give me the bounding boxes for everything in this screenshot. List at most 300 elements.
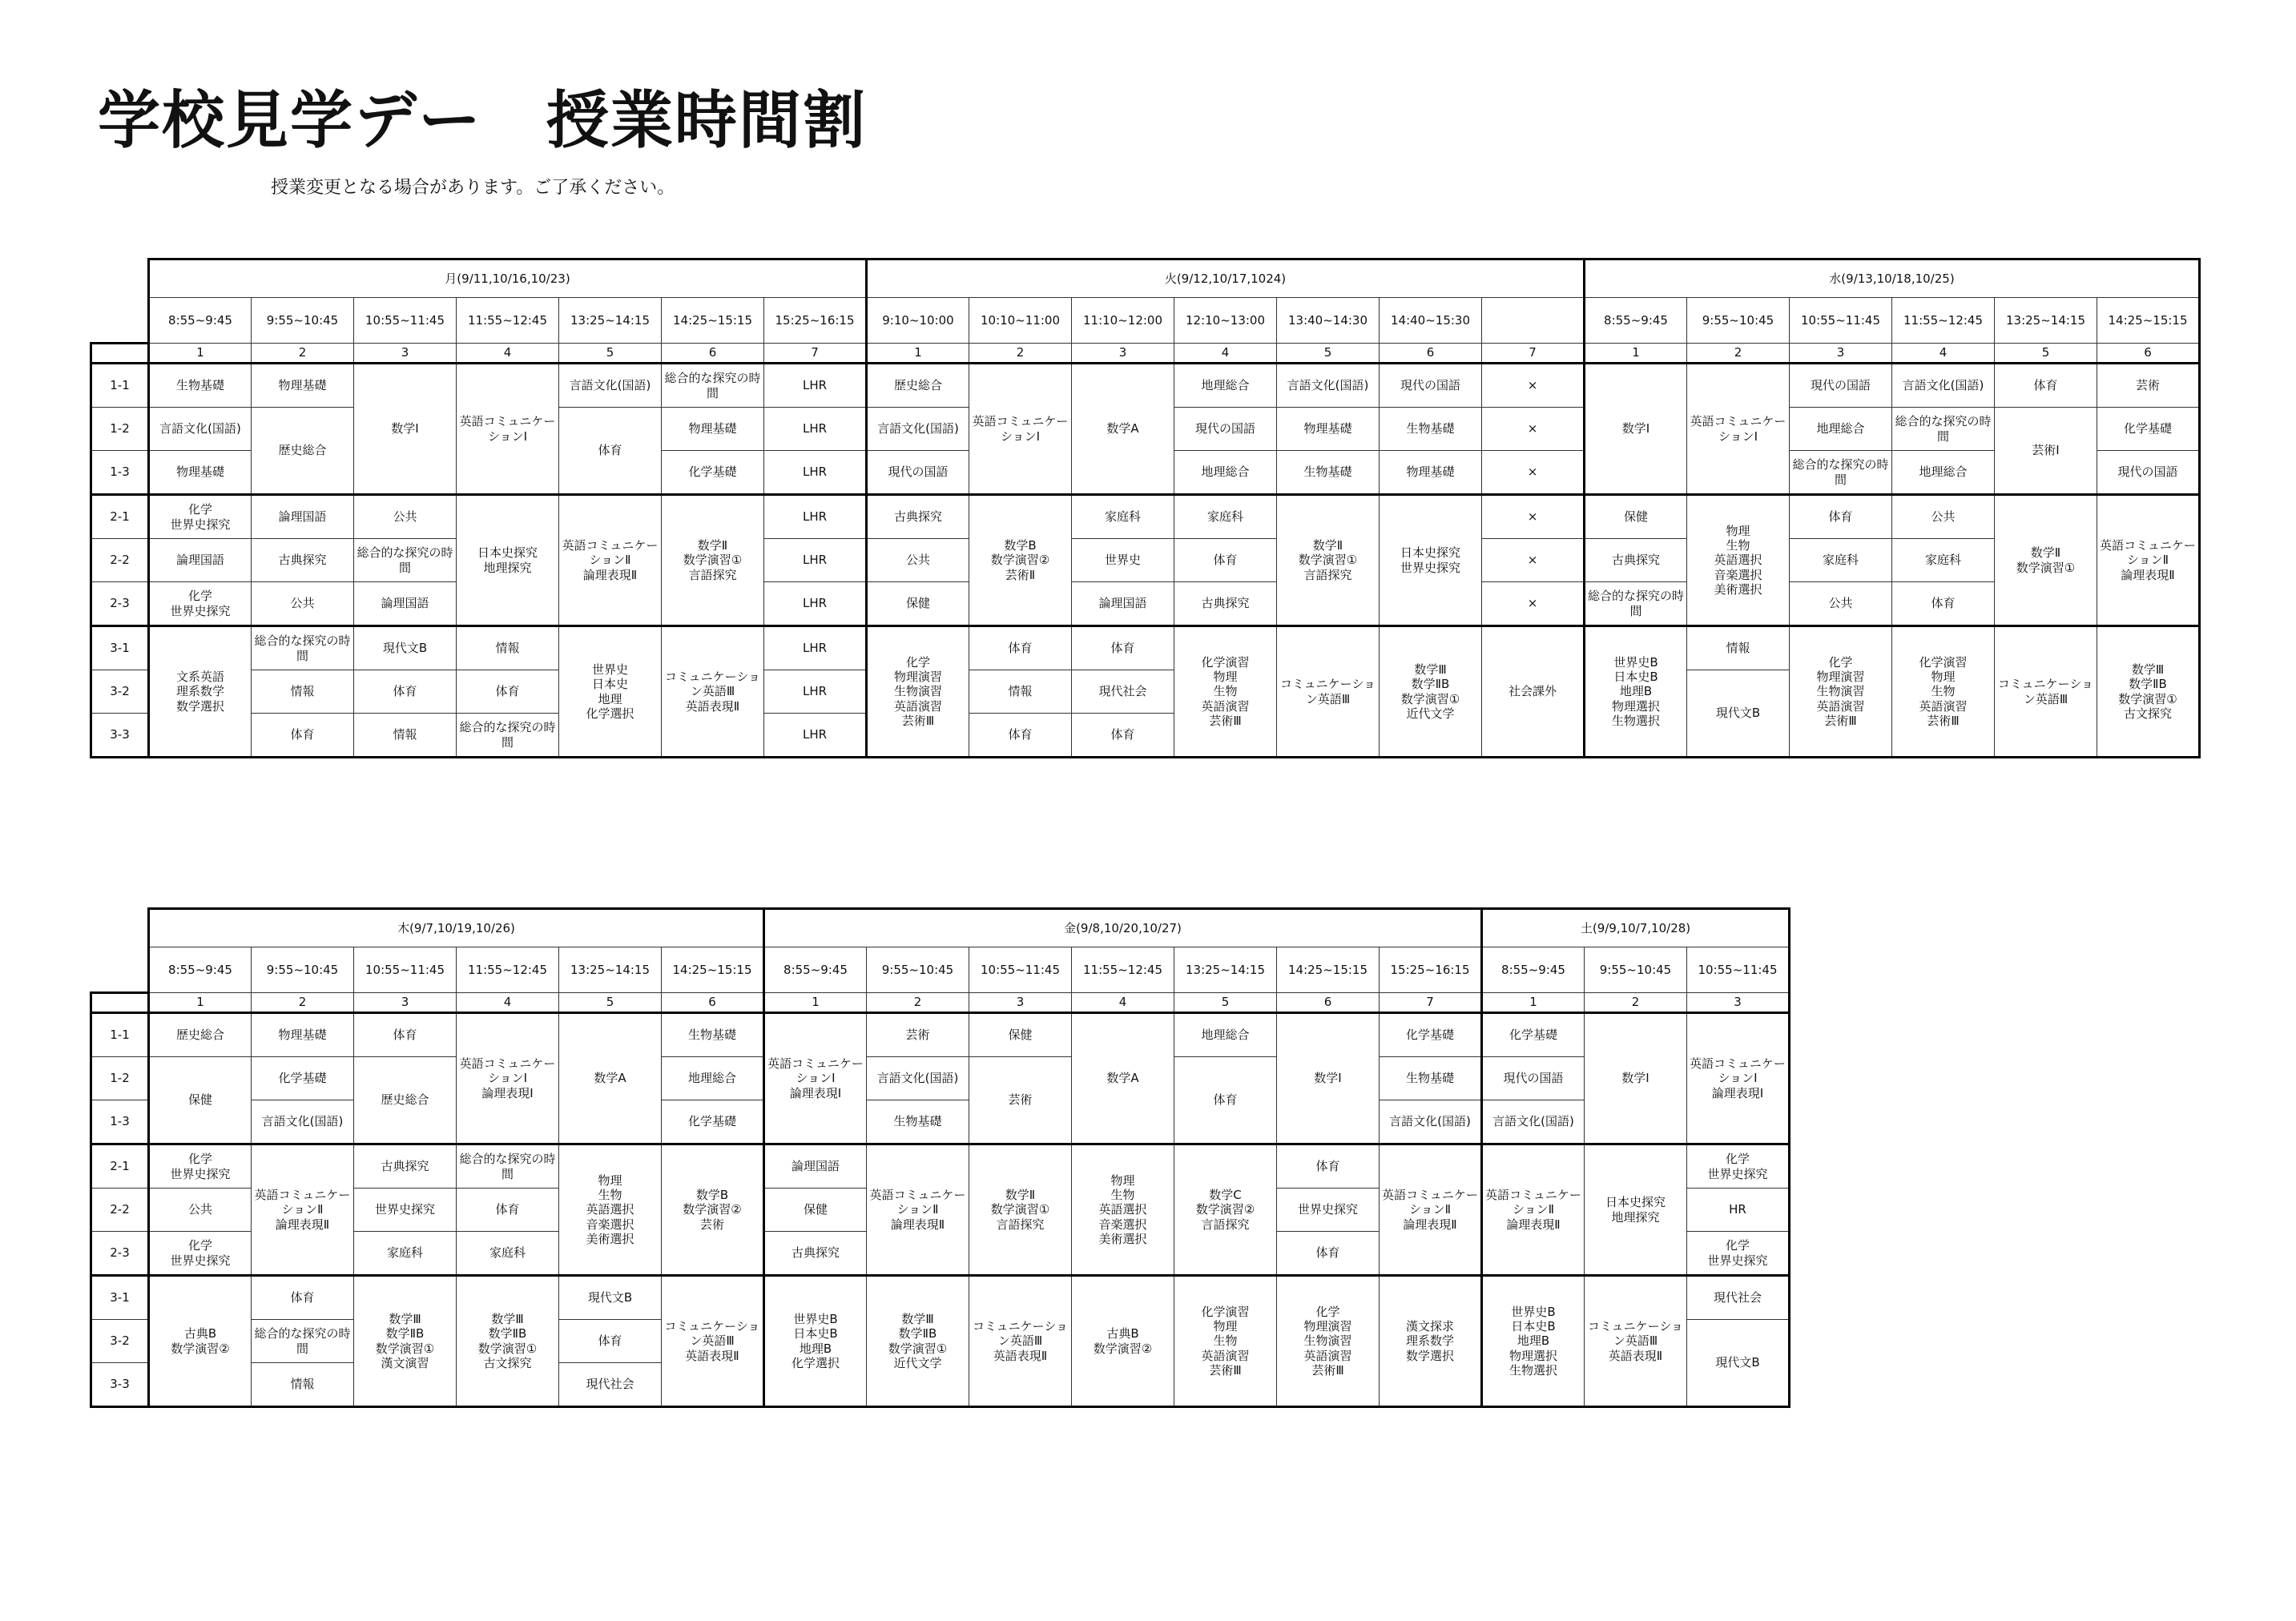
subject-cell: 数学B 数学演習② 芸術Ⅱ — [969, 495, 1072, 626]
subject-cell: 総合的な探究の時間 — [1585, 582, 1687, 626]
period-time: 10:55~11:45 — [354, 947, 457, 993]
subject-cell: 歴史総合 — [149, 1013, 252, 1057]
subject-cell: 英語コミュニケーションⅠ 論理表現Ⅰ — [1687, 1013, 1790, 1144]
subject-cell: 体育 — [559, 408, 662, 495]
subject-cell: 現代の国語 — [1174, 408, 1277, 451]
subject-cell: 英語コミュニケーションⅡ 論理表現Ⅱ — [2097, 495, 2200, 626]
subject-cell: 物理基礎 — [252, 364, 354, 408]
subject-cell: 言語文化(国語) — [252, 1100, 354, 1144]
subject-cell: 数学Ⅱ 数学演習① 言語探究 — [969, 1144, 1072, 1276]
subject-cell: 化学基礎 — [252, 1057, 354, 1100]
period-time: 11:55~12:45 — [1072, 947, 1174, 993]
subject-cell: 英語コミュニケーションⅠ — [1687, 364, 1790, 495]
class-row — [91, 364, 2200, 408]
period-time: 10:55~11:45 — [1790, 298, 1892, 344]
subject-cell: コミュニケーション英語Ⅲ — [1277, 626, 1380, 758]
subject-cell: 英語コミュニケーションⅡ 論理表現Ⅱ — [559, 495, 662, 626]
subject-cell: 数学C 数学演習② 言語探究 — [1174, 1144, 1277, 1276]
subject-cell: 家庭科 — [1790, 539, 1892, 582]
change-notice: 授業変更となる場合があります。ご了承ください。 — [271, 178, 675, 198]
subject-cell: 公共 — [867, 539, 969, 582]
subject-cell: 英語コミュニケーションⅠ 論理表現Ⅰ — [457, 1013, 559, 1144]
subject-cell: 化学 物理演習 生物演習 英語演習 芸術Ⅲ — [1277, 1276, 1380, 1407]
subject-cell: 公共 — [1790, 582, 1892, 626]
subject-cell: 物理基礎 — [1277, 408, 1380, 451]
subject-cell: 英語コミュニケーションⅡ 論理表現Ⅱ — [867, 1144, 969, 1276]
period-number: 4 — [457, 993, 559, 1013]
subject-cell: 古典探究 — [1174, 582, 1277, 626]
subject-cell: 化学基礎 — [1482, 1013, 1585, 1057]
period-time: 8:55~9:45 — [764, 947, 867, 993]
subject-cell: 体育 — [1174, 539, 1277, 582]
period-number: 3 — [1790, 344, 1892, 364]
subject-cell: 化学 世界史探究 — [149, 1232, 252, 1276]
period-number: 1 — [149, 344, 252, 364]
subject-cell: 公共 — [149, 1189, 252, 1232]
day-header: 木(9/7,10/19,10/26) — [149, 909, 764, 947]
subject-cell: 言語文化(国語) — [1380, 1100, 1482, 1144]
period-number: 3 — [1687, 993, 1790, 1013]
class-label: 1-3 — [91, 451, 149, 495]
period-number: 3 — [354, 344, 457, 364]
period-time: 14:25~15:15 — [662, 298, 764, 344]
subject-cell: 言語文化(国語) — [1482, 1100, 1585, 1144]
subject-cell: 地理総合 — [1892, 451, 1995, 495]
subject-cell: 化学 世界史探究 — [149, 1144, 252, 1189]
subject-cell: 言語文化(国語) — [149, 408, 252, 451]
subject-cell: 情報 — [1687, 626, 1790, 670]
subject-cell: LHR — [764, 670, 867, 714]
subject-cell: 保健 — [149, 1057, 252, 1144]
subject-cell: 生物基礎 — [149, 364, 252, 408]
period-time: 10:55~11:45 — [354, 298, 457, 344]
subject-cell: LHR — [764, 582, 867, 626]
period-number: 2 — [969, 344, 1072, 364]
subject-cell: 社会課外 — [1482, 626, 1585, 758]
subject-cell: 公共 — [252, 582, 354, 626]
subject-cell: 総合的な探究の時間 — [457, 714, 559, 758]
subject-cell: 現代社会 — [1687, 1276, 1790, 1320]
period-time: 13:25~14:15 — [1995, 298, 2097, 344]
period-time: 15:25~16:15 — [764, 298, 867, 344]
subject-cell: 数学Ⅰ — [1277, 1013, 1380, 1144]
period-number: 7 — [764, 344, 867, 364]
timetable-top — [90, 258, 2201, 758]
subject-cell: 生物基礎 — [867, 1100, 969, 1144]
subject-cell: 数学Ⅱ 数学演習① 言語探究 — [662, 495, 764, 626]
period-number: 2 — [252, 993, 354, 1013]
subject-cell: 家庭科 — [457, 1232, 559, 1276]
subject-cell: 世界史探究 — [354, 1189, 457, 1232]
class-row — [91, 1057, 1790, 1100]
period-time: 9:55~10:45 — [252, 947, 354, 993]
class-row — [91, 582, 2200, 626]
timetable-bottom — [90, 907, 1790, 1408]
period-number: 2 — [867, 993, 969, 1013]
class-label: 2-3 — [91, 582, 149, 626]
subject-cell: 化学基礎 — [2097, 408, 2200, 451]
class-label: 3-3 — [91, 714, 149, 758]
subject-cell: 世界史 日本史 地理 化学選択 — [559, 626, 662, 758]
subject-cell: 文系英語 理系数学 数学選択 — [149, 626, 252, 758]
period-number: 2 — [252, 344, 354, 364]
class-label-header — [91, 344, 149, 364]
class-label: 1-1 — [91, 364, 149, 408]
subject-cell: 体育 — [252, 714, 354, 758]
subject-cell: 現代の国語 — [2097, 451, 2200, 495]
subject-cell: 情報 — [457, 626, 559, 670]
subject-cell: 化学 世界史探究 — [149, 582, 252, 626]
period-time: 14:25~15:15 — [662, 947, 764, 993]
period-time: 11:55~12:45 — [1892, 298, 1995, 344]
class-row — [91, 539, 2200, 582]
subject-cell: 地理総合 — [1174, 1013, 1277, 1057]
period-time: 12:10~13:00 — [1174, 298, 1277, 344]
subject-cell: 論理国語 — [1072, 582, 1174, 626]
subject-cell: 物理 生物 英語選択 音楽選択 美術選択 — [1072, 1144, 1174, 1276]
subject-cell: 体育 — [1174, 1057, 1277, 1144]
period-number: 1 — [1585, 344, 1687, 364]
subject-cell: 英語コミュニケーションⅡ 論理表現Ⅱ — [1482, 1144, 1585, 1276]
subject-cell: 体育 — [1790, 495, 1892, 539]
class-label: 3-2 — [91, 1320, 149, 1363]
subject-cell: 数学Ⅲ 数学ⅡB 数学演習① 古文探究 — [2097, 626, 2200, 758]
subject-cell: 古典B 数学演習② — [149, 1276, 252, 1407]
class-row — [91, 1013, 1790, 1057]
period-number: 3 — [354, 993, 457, 1013]
subject-cell: 言語文化(国語) — [1892, 364, 1995, 408]
subject-cell: 世界史B 日本史B 地理B 物理選択 生物選択 — [1585, 626, 1687, 758]
subject-cell: 化学 物理演習 生物演習 英語演習 芸術Ⅲ — [867, 626, 969, 758]
period-time: 10:55~11:45 — [1687, 947, 1790, 993]
subject-cell: 地理総合 — [1174, 451, 1277, 495]
subject-cell: 数学Ⅰ — [1585, 1013, 1687, 1144]
subject-cell: 体育 — [354, 1013, 457, 1057]
subject-cell: 保健 — [1585, 495, 1687, 539]
subject-cell: 体育 — [457, 1189, 559, 1232]
subject-cell: 物理基礎 — [252, 1013, 354, 1057]
subject-cell: 現代の国語 — [867, 451, 969, 495]
period-number: 4 — [1174, 344, 1277, 364]
class-label: 1-3 — [91, 1100, 149, 1144]
period-time: 9:10~10:00 — [867, 298, 969, 344]
subject-cell: 保健 — [867, 582, 969, 626]
subject-cell: 体育 — [1995, 364, 2097, 408]
subject-cell: 論理国語 — [764, 1144, 867, 1189]
period-time: 13:25~14:15 — [559, 298, 662, 344]
subject-cell: 総合的な探究の時間 — [662, 364, 764, 408]
subject-cell: 論理国語 — [149, 539, 252, 582]
subject-cell: 総合的な探究の時間 — [354, 539, 457, 582]
period-number: 2 — [1585, 993, 1687, 1013]
period-number: 1 — [1482, 993, 1585, 1013]
subject-cell: 物理基礎 — [1380, 451, 1482, 495]
page-title: 学校見学デー 授業時間割 — [98, 85, 868, 157]
subject-cell: × — [1482, 495, 1585, 539]
subject-cell: 世界史B 日本史B 地理B 化学選択 — [764, 1276, 867, 1407]
subject-cell: 現代文B — [559, 1276, 662, 1320]
subject-cell: 地理総合 — [1174, 364, 1277, 408]
subject-cell: × — [1482, 582, 1585, 626]
class-label: 3-1 — [91, 1276, 149, 1320]
subject-cell: 芸術 — [969, 1057, 1072, 1144]
class-label: 2-2 — [91, 539, 149, 582]
subject-cell: LHR — [764, 451, 867, 495]
subject-cell: 家庭科 — [1892, 539, 1995, 582]
subject-cell: 化学 世界史探究 — [1687, 1232, 1790, 1276]
subject-cell: 物理 生物 英語選択 音楽選択 美術選択 — [1687, 495, 1790, 626]
subject-cell: 数学B 数学演習② 芸術 — [662, 1144, 764, 1276]
period-time: 8:55~9:45 — [149, 947, 252, 993]
subject-cell: 体育 — [969, 714, 1072, 758]
period-number: 5 — [559, 344, 662, 364]
subject-cell: 言語文化(国語) — [559, 364, 662, 408]
subject-cell: 世界史探究 — [1277, 1189, 1380, 1232]
subject-cell: 体育 — [559, 1320, 662, 1363]
subject-cell: 化学演習 物理 生物 英語演習 芸術Ⅲ — [1892, 626, 1995, 758]
day-header: 火(9/12,10/17,1024) — [867, 259, 1585, 298]
class-label: 2-2 — [91, 1189, 149, 1232]
subject-cell: LHR — [764, 626, 867, 670]
period-number: 5 — [559, 993, 662, 1013]
period-time: 8:55~9:45 — [1482, 947, 1585, 993]
subject-cell: 体育 — [354, 670, 457, 714]
period-time: 10:10~11:00 — [969, 298, 1072, 344]
subject-cell: 日本史探究 地理探究 — [1585, 1144, 1687, 1276]
subject-cell: 体育 — [1072, 626, 1174, 670]
subject-cell: 化学 世界史探究 — [1687, 1144, 1790, 1189]
day-header: 月(9/11,10/16,10/23) — [149, 259, 867, 298]
subject-cell: 現代の国語 — [1482, 1057, 1585, 1100]
subject-cell: LHR — [764, 495, 867, 539]
subject-cell: 総合的な探究の時間 — [1892, 408, 1995, 451]
period-number: 5 — [1174, 993, 1277, 1013]
subject-cell: 数学A — [1072, 364, 1174, 495]
subject-cell: 物理基礎 — [662, 408, 764, 451]
period-time: 9:55~10:45 — [252, 298, 354, 344]
subject-cell: 言語文化(国語) — [1277, 364, 1380, 408]
corner-blank — [91, 259, 149, 298]
subject-cell: 数学Ⅱ 数学演習① — [1995, 495, 2097, 626]
period-number: 4 — [1892, 344, 1995, 364]
subject-cell: 体育 — [252, 1276, 354, 1320]
subject-cell: 現代文B — [1687, 670, 1790, 758]
class-label: 2-1 — [91, 495, 149, 539]
period-time: 13:25~14:15 — [1174, 947, 1277, 993]
subject-cell: 数学Ⅲ 数学ⅡB 数学演習① 漢文演習 — [354, 1276, 457, 1407]
subject-cell: 生物基礎 — [1277, 451, 1380, 495]
subject-cell: 総合的な探究の時間 — [457, 1144, 559, 1189]
period-number: 6 — [2097, 344, 2200, 364]
subject-cell: 総合的な探究の時間 — [252, 1320, 354, 1363]
subject-cell: 総合的な探究の時間 — [1790, 451, 1892, 495]
class-row — [91, 1100, 1790, 1144]
period-time: 9:55~10:45 — [1687, 298, 1790, 344]
subject-cell: 日本史探究 地理探究 — [457, 495, 559, 626]
class-label-header — [91, 993, 149, 1013]
subject-cell: 古典探究 — [867, 495, 969, 539]
class-row — [91, 1144, 1790, 1189]
subject-cell: 体育 — [1277, 1232, 1380, 1276]
subject-cell: LHR — [764, 364, 867, 408]
period-number: 7 — [1482, 344, 1585, 364]
subject-cell: 化学 世界史探究 — [149, 495, 252, 539]
subject-cell: 言語文化(国語) — [867, 408, 969, 451]
subject-cell: コミュニケーション英語Ⅲ 英語表現Ⅱ — [969, 1276, 1072, 1407]
day-header: 土(9/9,10/7,10/28) — [1482, 909, 1790, 947]
subject-cell: 体育 — [969, 626, 1072, 670]
subject-cell: 情報 — [969, 670, 1072, 714]
subject-cell: 日本史探究 世界史探究 — [1380, 495, 1482, 626]
subject-cell: 芸術 — [2097, 364, 2200, 408]
subject-cell: 世界史 — [1072, 539, 1174, 582]
period-number: 6 — [1277, 993, 1380, 1013]
subject-cell: × — [1482, 364, 1585, 408]
period-number: 4 — [1072, 993, 1174, 1013]
subject-cell: 英語コミュニケーションⅡ 論理表現Ⅱ — [252, 1144, 354, 1276]
subject-cell: 現代社会 — [559, 1363, 662, 1407]
subject-cell: 体育 — [457, 670, 559, 714]
subject-cell: 現代文B — [354, 626, 457, 670]
period-number: 2 — [1687, 344, 1790, 364]
subject-cell: 物理基礎 — [149, 451, 252, 495]
subject-cell: 情報 — [354, 714, 457, 758]
subject-cell: 古典探究 — [764, 1232, 867, 1276]
period-time: 8:55~9:45 — [1585, 298, 1687, 344]
period-number: 1 — [764, 993, 867, 1013]
subject-cell: × — [1482, 451, 1585, 495]
period-time — [1482, 298, 1585, 344]
period-time: 13:25~14:15 — [559, 947, 662, 993]
subject-cell: 数学A — [1072, 1013, 1174, 1144]
corner-blank — [91, 298, 149, 344]
period-number: 1 — [149, 993, 252, 1013]
subject-cell: 芸術Ⅰ — [1995, 408, 2097, 495]
subject-cell: 化学基礎 — [662, 1100, 764, 1144]
day-header: 水(9/13,10/18,10/25) — [1585, 259, 2200, 298]
subject-cell: LHR — [764, 714, 867, 758]
subject-cell: 英語コミュニケーションⅡ 論理表現Ⅱ — [1380, 1144, 1482, 1276]
period-number: 3 — [1072, 344, 1174, 364]
subject-cell: 歴史総合 — [354, 1057, 457, 1144]
subject-cell: 地理総合 — [662, 1057, 764, 1100]
class-label: 2-3 — [91, 1232, 149, 1276]
period-time: 11:55~12:45 — [457, 947, 559, 993]
subject-cell: 生物基礎 — [1380, 1057, 1482, 1100]
period-number: 6 — [662, 993, 764, 1013]
class-label: 1-2 — [91, 408, 149, 451]
period-time: 11:10~12:00 — [1072, 298, 1174, 344]
period-time: 14:40~15:30 — [1380, 298, 1482, 344]
subject-cell: コミュニケーション英語Ⅲ 英語表現Ⅱ — [662, 1276, 764, 1407]
subject-cell: 論理国語 — [354, 582, 457, 626]
subject-cell: 論理国語 — [252, 495, 354, 539]
period-number: 1 — [867, 344, 969, 364]
subject-cell: 化学演習 物理 生物 英語演習 芸術Ⅲ — [1174, 1276, 1277, 1407]
subject-cell: 数学A — [559, 1013, 662, 1144]
subject-cell: 芸術 — [867, 1013, 969, 1057]
period-time: 15:25~16:15 — [1380, 947, 1482, 993]
subject-cell: 世界史B 日本史B 地理B 物理選択 生物選択 — [1482, 1276, 1585, 1407]
subject-cell: 現代文B — [1687, 1320, 1790, 1407]
subject-cell: 現代の国語 — [1790, 364, 1892, 408]
period-number: 6 — [1380, 344, 1482, 364]
subject-cell: 数学Ⅲ 数学ⅡB 数学演習① 古文探究 — [457, 1276, 559, 1407]
subject-cell: 古典探究 — [252, 539, 354, 582]
subject-cell: 化学 物理演習 生物演習 英語演習 芸術Ⅲ — [1790, 626, 1892, 758]
subject-cell: 漢文探求 理系数学 数学選択 — [1380, 1276, 1482, 1407]
subject-cell: 言語文化(国語) — [867, 1057, 969, 1100]
subject-cell: 歴史総合 — [252, 408, 354, 495]
subject-cell: 数学Ⅱ 数学演習① 言語探究 — [1277, 495, 1380, 626]
period-number: 7 — [1380, 993, 1482, 1013]
subject-cell: 体育 — [1072, 714, 1174, 758]
subject-cell: 数学Ⅰ — [1585, 364, 1687, 495]
period-time: 10:55~11:45 — [969, 947, 1072, 993]
subject-cell: 生物基礎 — [1380, 408, 1482, 451]
class-label: 3-1 — [91, 626, 149, 670]
corner-blank — [91, 909, 149, 947]
subject-cell: コミュニケーション英語Ⅲ 英語表現Ⅱ — [1585, 1276, 1687, 1407]
subject-cell: 情報 — [252, 670, 354, 714]
subject-cell: 化学演習 物理 生物 英語演習 芸術Ⅲ — [1174, 626, 1277, 758]
period-time: 9:55~10:45 — [1585, 947, 1687, 993]
period-time: 11:55~12:45 — [457, 298, 559, 344]
subject-cell: 数学Ⅲ 数学ⅡB 数学演習① 近代文学 — [1380, 626, 1482, 758]
subject-cell: 公共 — [1892, 495, 1995, 539]
subject-cell: 数学Ⅲ 数学ⅡB 数学演習① 近代文学 — [867, 1276, 969, 1407]
subject-cell: 情報 — [252, 1363, 354, 1407]
subject-cell: 生物基礎 — [662, 1013, 764, 1057]
period-time: 9:55~10:45 — [867, 947, 969, 993]
period-time: 14:25~15:15 — [2097, 298, 2200, 344]
class-label: 3-2 — [91, 670, 149, 714]
subject-cell: 英語コミュニケーションⅠ — [969, 364, 1072, 495]
subject-cell: LHR — [764, 408, 867, 451]
subject-cell: コミュニケーション英語Ⅲ 英語表現Ⅱ — [662, 626, 764, 758]
subject-cell: 数学Ⅰ — [354, 364, 457, 495]
subject-cell: × — [1482, 408, 1585, 451]
day-header: 金(9/8,10/20,10/27) — [764, 909, 1482, 947]
subject-cell: 保健 — [969, 1013, 1072, 1057]
subject-cell: 古典B 数学演習② — [1072, 1276, 1174, 1407]
subject-cell: 保健 — [764, 1189, 867, 1232]
subject-cell: × — [1482, 539, 1585, 582]
subject-cell: 歴史総合 — [867, 364, 969, 408]
subject-cell: 家庭科 — [354, 1232, 457, 1276]
subject-cell: 古典探究 — [1585, 539, 1687, 582]
period-number: 5 — [1995, 344, 2097, 364]
subject-cell: 英語コミュニケーションⅠ 論理表現Ⅰ — [764, 1013, 867, 1144]
subject-cell: コミュニケーション英語Ⅲ — [1995, 626, 2097, 758]
subject-cell: 現代社会 — [1072, 670, 1174, 714]
subject-cell: 体育 — [1892, 582, 1995, 626]
class-label: 3-3 — [91, 1363, 149, 1407]
subject-cell: 現代の国語 — [1380, 364, 1482, 408]
subject-cell: 家庭科 — [1174, 495, 1277, 539]
subject-cell: 体育 — [1277, 1144, 1380, 1189]
subject-cell: 古典探究 — [354, 1144, 457, 1189]
subject-cell: 地理総合 — [1790, 408, 1892, 451]
class-row — [91, 626, 2200, 670]
class-label: 1-1 — [91, 1013, 149, 1057]
period-number: 4 — [457, 344, 559, 364]
class-row — [91, 495, 2200, 539]
period-time: 14:25~15:15 — [1277, 947, 1380, 993]
period-number: 3 — [969, 993, 1072, 1013]
period-number: 5 — [1277, 344, 1380, 364]
period-time: 13:40~14:30 — [1277, 298, 1380, 344]
